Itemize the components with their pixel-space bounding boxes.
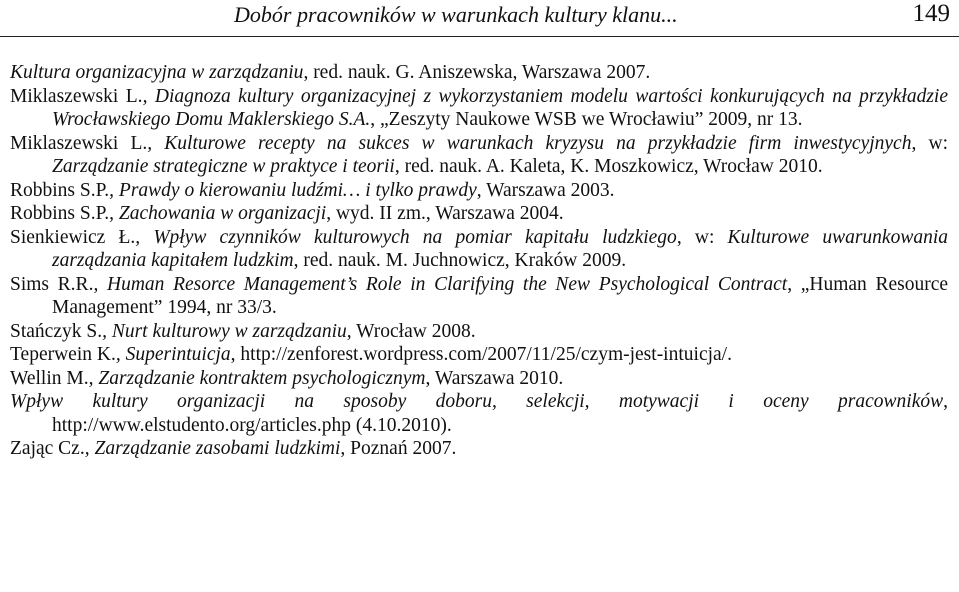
bibliography-entry [10,202,948,226]
entry-text: , Warszawa 2003. [476,179,615,201]
entry-text: , wyd. II zm., Warszawa 2004. [326,203,564,224]
entry-text: Stańczyk S. [10,320,103,342]
entry-title-text: , Superintuicja [115,344,231,365]
entry-text: , red. nauk. A. Kaleta, K. Moszkowicz, Wrocław 2010. [394,156,823,177]
entry-text: Miklaszewski L. [10,132,148,154]
bibliography-entry [10,320,948,344]
bibliography-entry [10,226,948,273]
entry-title-text: , Prawdy o kierowaniu ludźmi… i tylko prawdy [109,179,477,201]
entry-text: Sims R.R. [10,273,94,295]
page-number: 149 [912,0,950,27]
entry-text: Sienkiewicz Ł. [10,226,136,248]
bibliography-entry [10,132,948,179]
bibliography-entry [10,179,948,203]
entry-title-text: , Zarządzanie zasobami ludzkimi [84,438,341,459]
bibliography-entry [10,367,948,391]
bibliography-list [10,61,948,461]
entry-text: , Poznań 2007. [340,438,457,459]
entry-text: , red. nauk. M. Juchnowicz, Kraków 2009. [293,250,627,271]
entry-title-text: , Nurt kulturowy w zarządzaniu [102,320,347,342]
entry-text: Teperwein K. [10,344,116,365]
entry-text: , w: [676,226,728,248]
page-header [0,0,959,37]
entry-text: , http://zenforest.wordpress.com/2007/11/25/czym-jest-intuicja/. [230,344,732,365]
entry-text: , w: [911,132,948,154]
entry-text: Robbins S.P. [10,203,110,224]
entry-title-text: Zarządzanie strategiczne w praktyce i teorii [52,156,395,177]
bibliography-entry [10,437,948,461]
bibliography-entry [10,61,948,85]
entry-title-text: , Wpływ czynników kulturowych na pomiar kapitału ludzkiego [135,226,677,248]
entry-text: , Wrocław 2008. [346,320,476,342]
entry-title-text: Kulturowe uwarunkowania zarządzania kapitałem ludzkim [52,226,948,271]
entry-text: Zając Cz. [10,438,85,459]
entry-title-text: , Zachowania w organizacji [109,203,327,224]
entry-text: , „Human Resource Management” 1994, nr 33/3. [52,273,948,318]
entry-title-text: , Zarządzanie kontraktem psychologicznym [88,367,426,389]
entry-text: Miklaszewski L. [10,85,143,107]
bibliography-entry [10,390,948,437]
entry-text: , „Zeszyty Naukowe WSB we Wrocławiu” 2009, nr 13. [370,109,803,130]
entry-text: , Warszawa 2010. [425,367,564,389]
entry-title-text: , Diagnoza kultury organizacyjnej z wykorzystaniem modelu wartości konkurujących na przykładzie Wrocławskiego Domu Maklerskiego S.A. [52,85,948,130]
entry-text: , red. nauk. G. Aniszewska, Warszawa 2007. [303,62,651,83]
entry-text: Wellin M. [10,367,89,389]
entry-title-text: Wpływ kultury organizacji na sposoby doboru, selekcji, motywacji i oceny pracowników [10,391,944,412]
entry-text: , http://www.elstudento.org/articles.php (4.10.2010). [52,391,948,436]
running-title: Dobór pracowników w warunkach kultury klanu... [234,2,678,27]
entry-text: Robbins S.P. [10,179,110,201]
entry-title-text: , Kulturowe recepty na sukces w warunkach kryzysu na przykładzie firm inwestycyjnych [147,132,912,154]
entry-title-text: Kultura organizacyjna w zarządzaniu [10,62,304,83]
bibliography-entry [10,343,948,367]
bibliography-entry [10,85,948,132]
bibliography-entry [10,273,948,320]
entry-title-text: , Human Resorce Management’s Role in Clarifying the New Psychological Contract [93,273,788,295]
